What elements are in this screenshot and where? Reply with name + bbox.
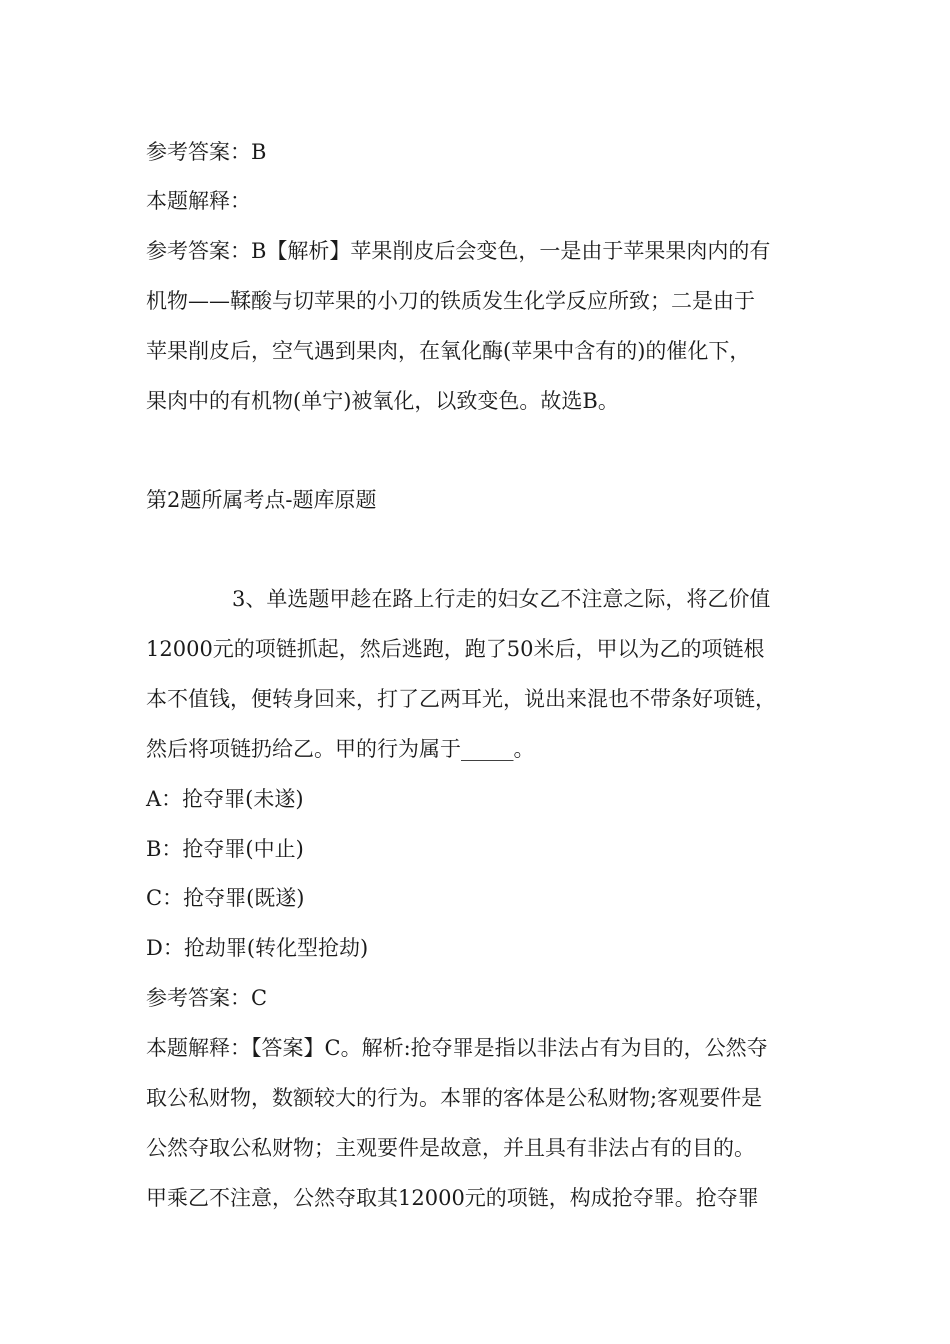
explanation-line: 公然夺取公私财物；主观要件是故意，并且具有非法占有的目的。: [146, 1136, 755, 1160]
explanation-line: 苹果削皮后，空气遇到果肉，在氧化酶(苹果中含有的)的催化下，: [146, 339, 751, 363]
question-stem-line: 3、单选题甲趁在路上行走的妇女乙不注意之际，将乙价值: [232, 587, 771, 611]
explanation-line: 果肉中的有机物(单宁)被氧化，以致变色。故选B。: [146, 389, 619, 413]
explanation-line: 甲乘乙不注意，公然夺取其12000元的项链，构成抢夺罪。抢夺罪: [146, 1186, 759, 1210]
answer-line: 参考答案：C: [146, 986, 268, 1010]
explanation-line: 参考答案：B【解析】苹果削皮后会变色，一是由于苹果果肉内的有: [146, 239, 771, 263]
option-d: D：抢劫罪(转化型抢劫): [146, 936, 369, 960]
question-stem-line: 12000元的项链抓起，然后逃跑，跑了50米后，甲以为乙的项链根: [146, 637, 765, 661]
option-a: A：抢夺罪(未遂): [146, 787, 304, 811]
option-b: B：抢夺罪(中止): [146, 837, 304, 861]
question-stem-line: 本不值钱，便转身回来，打了乙两耳光，说出来混也不带条好项链，: [146, 687, 776, 711]
explanation-line: 机物——鞣酸与切苹果的小刀的铁质发生化学反应所致；二是由于: [146, 289, 755, 313]
answer-line: 参考答案：B: [146, 140, 267, 164]
explanation-line: 本题解释：【答案】C。解析:抢夺罪是指以非法占有为目的，公然夺: [146, 1036, 768, 1060]
question-stem-line: 然后将项链扔给乙。甲的行为属于_____。: [146, 737, 535, 761]
explanation-label: 本题解释：: [146, 189, 251, 213]
explanation-line: 取公私财物，数额较大的行为。本罪的客体是公私财物;客观要件是: [146, 1086, 763, 1110]
topic-note: 第2题所属考点-题库原题: [146, 488, 377, 512]
option-c: C：抢夺罪(既遂): [146, 886, 305, 910]
